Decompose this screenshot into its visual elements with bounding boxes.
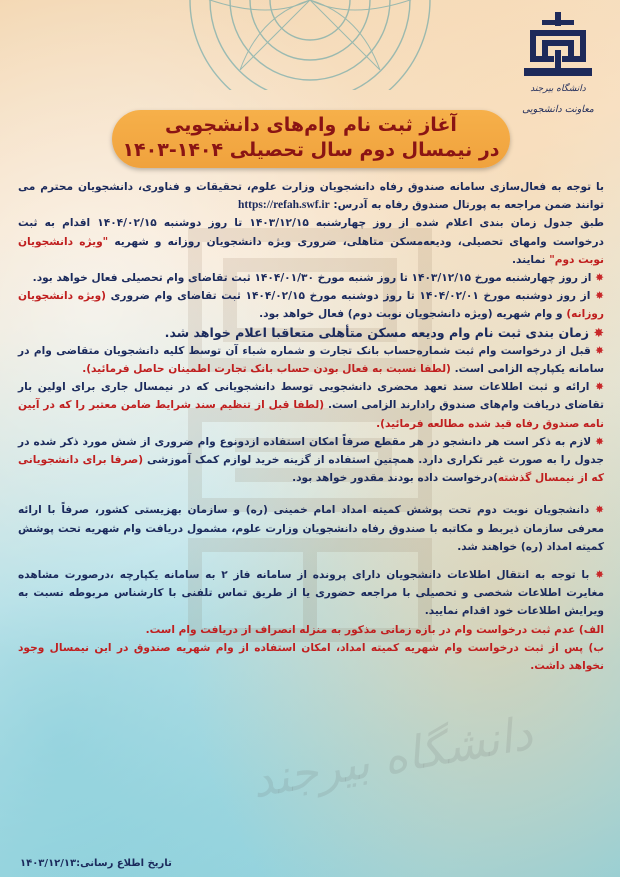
title-line-2: در نیمسال دوم سال تحصیلی ۱۴۰۴-۱۴۰۳ — [122, 139, 500, 161]
bullet-4-red-text: (لطفا نسبت به فعال بودن حساب بانک تجارت اطمینان حاصل فرمائید). — [82, 363, 451, 376]
mandala-ornament — [150, 0, 470, 90]
bullet-notary-deed — [18, 378, 604, 433]
star-bullet-icon: ✸ — [595, 569, 604, 582]
bullet-housing-deposit — [18, 324, 604, 342]
bullet-6-red-text: (صرفا برای دانشجویانی که از نیمسال گذشته — [18, 454, 604, 485]
bullet-4-text: قبل از درخواست وام ثبت شماره‌حساب بانک تجارت و شماره شباء آن توسط کلیه دانشجویان متقاضی وام در سامانه یکپارچه الزامی است. — [18, 344, 604, 376]
bullet-1-text: از روز چهارشنبه مورخ ۱۴۰۳/۱۲/۱۵ تا روز شنبه مورخ ۱۴۰۴/۰۱/۳۰ ثبت تقاضای وام تحصیلی فعال خواهد بود. — [32, 272, 592, 285]
script-watermark: دانشگاه بیرجند — [247, 705, 537, 809]
schedule-red-text: "ویژه دانشجویان نوبت دوم" — [18, 235, 604, 266]
bullet-5-red-text: (لطفا قبل از تنظیم سند شرایط ضامن معتبر را که در آیین نامه صندوق رفاه قید شده مطالعه فرمائید). — [18, 399, 604, 430]
star-bullet-icon: ✸ — [595, 344, 604, 357]
announcement-date: تاریخ اطلاع رسانی:۱۴۰۳/۱۲/۱۳ — [20, 858, 172, 869]
note-a: الف) عدم ثبت درخواست وام در بازه زمانی مذکور به منزله انصراف از دریافت وام است. — [145, 623, 604, 636]
bullet-bank-account — [18, 342, 604, 378]
logo-emblem-icon — [522, 10, 594, 82]
announcement-body — [18, 178, 604, 675]
star-bullet-icon: ✸ — [595, 435, 604, 448]
schedule-text: طبق جدول زمان بندی اعلام شده از روز چهارشنبه ۱۴۰۳/۱۲/۱۵ تا روز دوشنبه ۱۴۰۴/۰۲/۱۵ اقدام به ثبت درخواست وامهای تحصیلی، ودیعه‌مسکن متاهلی، ضروری ویژه دانشجویان روزانه و شهریه — [18, 217, 604, 248]
bullet-7-text: دانشجویان نوبت دوم تحت پوشش کمیته امداد امام خمینی (ره) و سازمان بهزیستی کشور، صرفاً با ارائه معرفی سازمان ذیربط و مکاتبه با صندوق رفاه دانشجویان وزارت علوم، مشمول دریافت وام شهریه تحت پوشش کمیته امداد (ره) خواهند شد. — [18, 504, 604, 553]
bullet-2-text: از روز دوشنبه مورخ ۱۴۰۴/۰۲/۰۱ تا روز دوشنبه مورخ ۱۴۰۴/۰۲/۱۵ ثبت تقاضای وام ضروری — [110, 290, 591, 303]
star-bullet-icon: ✸ — [595, 381, 604, 394]
intro-text: با توجه به فعال‌سازی سامانه صندوق رفاه دانشجویان وزارت علوم، تحقیقات و فناوری، دانشجویان محترم می توانند ضمن مراجعه به پورتال صندوق رفاه به آدرس: — [18, 181, 604, 212]
logo-university-name: دانشگاه بیرجند — [530, 84, 586, 94]
bullet-relief-committee — [18, 501, 604, 556]
star-bullet-icon: ✸ — [595, 504, 604, 517]
bullet-3-text: زمان بندی ثبت نام وام ودیعه مسکن متأهلی متعاقبا اعلام خواهد شد. — [164, 324, 590, 340]
bullet-2-end-text: و وام شهریه (ویژه دانشجویان نوبت دوم) فعال خواهد بود. — [259, 308, 567, 321]
bullet-urgent-limit — [18, 433, 604, 488]
logo-department-name: معاونت دانشجویی — [522, 104, 594, 115]
bullet-loan-urgent — [18, 287, 604, 323]
portal-url-link[interactable]: https://refah.swf.ir — [237, 199, 330, 212]
intro-paragraph — [18, 178, 604, 214]
bullet-loan-tuition — [18, 269, 604, 287]
star-bullet-icon: ✸ — [593, 324, 604, 340]
university-logo — [510, 10, 606, 115]
bullet-8-text: با توجه به انتقال اطلاعات دانشجویان دارای پرونده از سامانه فاز ۲ به سامانه یکپارچه ،درصورت مشاهده مغایرت اطلاعات شخصی و تحصیلی با مراجعه حضوری یا از طریق تماس تلفنی با کارشناس مربوطه نسبت به ویرایش اطلاعات خود اقدام نمایید. — [18, 569, 604, 618]
star-bullet-icon: ✸ — [595, 272, 604, 285]
bullet-5-text: ارائه و ثبت اطلاعات سند تعهد محضری دانشجویی توسط دانشجویانی که در نیمسال جاری برای اولین بار تقاضای دریافت وام‌های صندوق رادارند الزامی است. — [18, 381, 604, 412]
schedule-paragraph — [18, 214, 604, 269]
title-banner — [112, 110, 510, 168]
schedule-end-text: نمایند. — [511, 253, 550, 266]
bullet-6-text: لازم به ذکر است هر دانشجو در هر مقطع صرفاً امکان استفاده ازدونوع وام ضروری از شش مورد ذکر شده در جدول را به صورت غیر تکراری دارد. همچنین استفاده از گزینه خرید لوازم کمک آموزشی — [18, 435, 604, 467]
star-bullet-icon: ✸ — [595, 290, 604, 303]
bullet-2-red-text: (ویژه دانشجویان روزانه) — [18, 290, 604, 321]
title-line-1: آغاز ثبت نام وام‌های دانشجویی — [165, 114, 457, 136]
bullet-data-transfer — [18, 566, 604, 621]
bullet-6-end-text: )درخواست داده بودند مقدور خواهد بود. — [292, 472, 498, 485]
note-b: ب) پس از ثبت درخواست وام شهریه کمیته امداد، امکان استفاده از وام شهریه صندوق در این نیمسال وجود نخواهد داشت. — [18, 641, 604, 673]
